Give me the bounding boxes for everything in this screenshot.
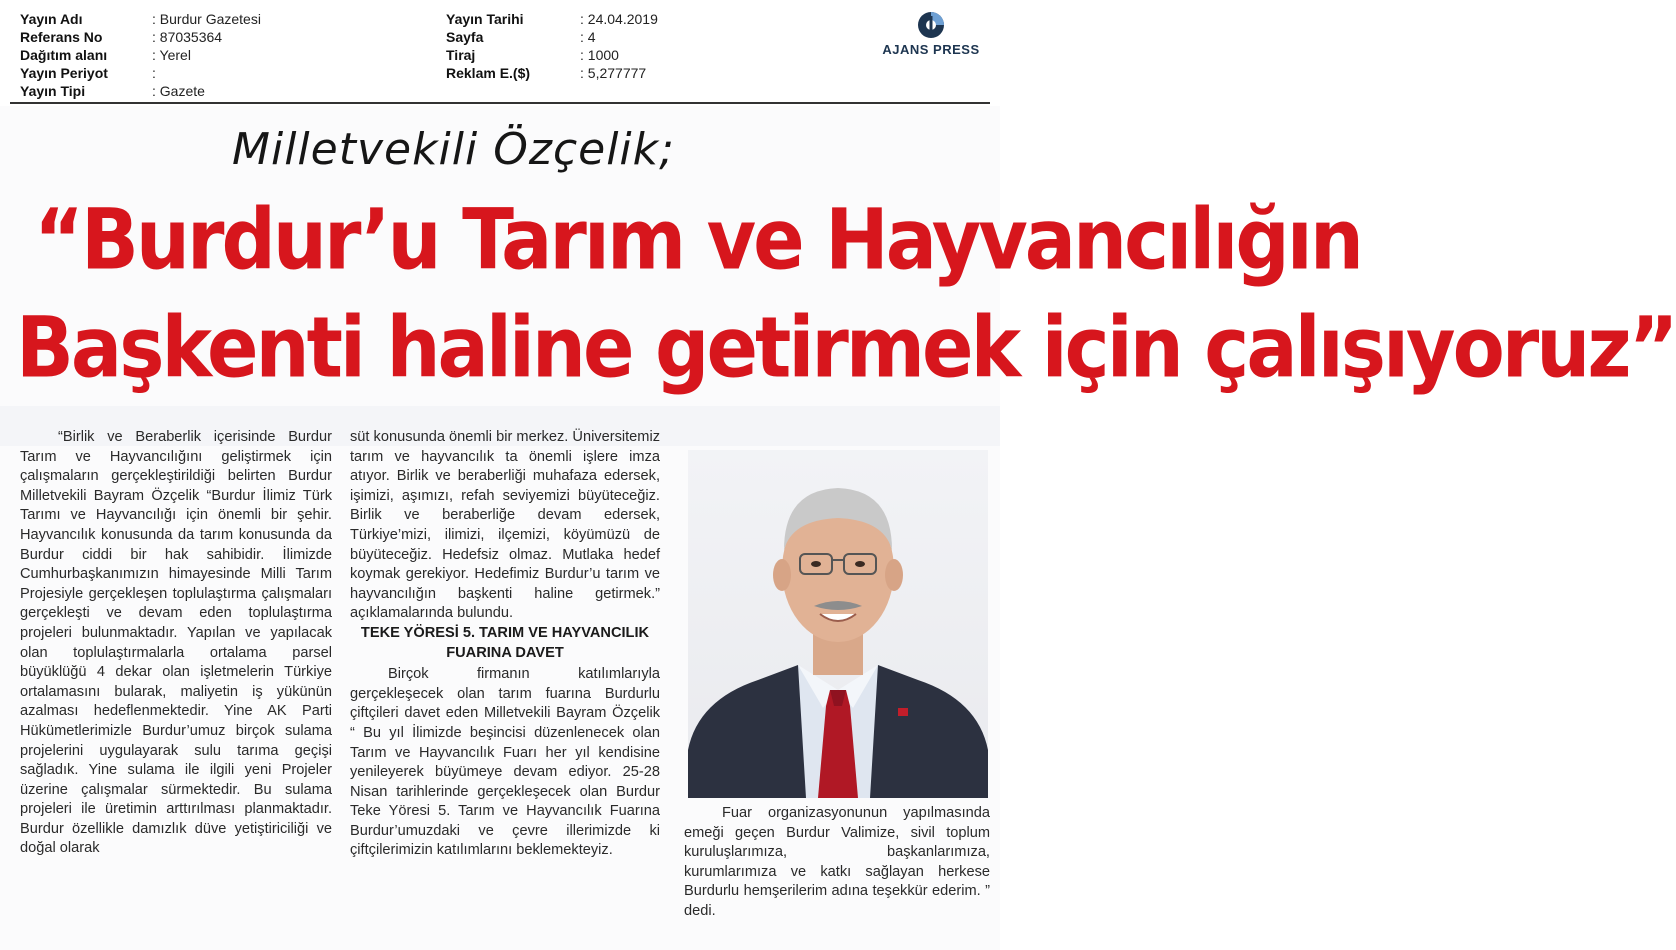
meta-row-distribution (20, 46, 261, 64)
column-2-paragraph-1: süt konusunda önemli bir merkez. Üniversitemiz tarım ve hayvancılık ta önemli işlere imza atıyor. Birlik ve beraberliği muhafaza edersek, işimizi, aşımızı, refah seviyemizi büyüteceğiz. Birlik ve beraberliğe devam edersek, Türkiye’mizi, ilimizi, ilçemizi, köyümüzü de büyüteceğiz. Hedefsiz olmaz. Mutlaka hedef koymak gerekiyor. Hedefimiz Burdur’u tarım ve hayvancılığın başkenti haline getirmek.” açıklamalarında bulundu. (350, 429, 660, 622)
article-headline (14, 186, 1676, 402)
headline-line-2: Başkenti haline getirmek için çalışıyoruz” (16, 298, 1676, 397)
header-divider (10, 102, 990, 104)
headline-line-1: “Burdur’u Tarım ve Hayvancılığın (34, 190, 1361, 289)
article-column-2 (350, 428, 660, 861)
ajans-press-logo (876, 10, 986, 57)
meta-label: Yayın Adı (20, 11, 83, 27)
meta-row-reference (20, 28, 261, 46)
meta-left-block (20, 10, 261, 100)
meta-label: Yayın Periyot (20, 65, 108, 81)
logo-icon (916, 10, 946, 40)
article-subheading: TEKE YÖRESİ 5. TARIM VE HAYVANCILIK FUARINA DAVET (360, 624, 650, 661)
logo-text: AJANS PRESS (882, 42, 980, 57)
meta-label: Referans No (20, 29, 103, 45)
column-3-paragraph: Fuar organizasyonunun yapılmasında emeği geçen Burdur Valimize, sivil toplum kuruluşlarımıza, başkanlarımıza, kurumlarımıza ve katkı sağlayan herkese Burdurlu hemşerilerim adına teşekkür ederim. ” dedi. (684, 805, 990, 919)
meta-label: Reklam E.($) (446, 65, 531, 81)
meta-value: : 24.04.2019 (580, 10, 658, 28)
portrait-photo (688, 450, 988, 798)
meta-label: Tiraj (446, 47, 476, 63)
meta-label: Dağıtım alanı (20, 47, 108, 63)
meta-label: Yayın Tarihi (446, 11, 524, 27)
meta-label: Sayfa (446, 29, 484, 45)
portrait-illustration (688, 450, 988, 798)
article-column-1 (20, 428, 332, 859)
meta-row-page (446, 28, 658, 46)
meta-value: : 4 (580, 28, 596, 46)
article-kicker: Milletvekili Özçelik; (232, 124, 675, 175)
meta-row-publication (20, 10, 261, 28)
meta-row-ad-equivalent (446, 64, 658, 82)
meta-row-circulation (446, 46, 658, 64)
meta-value: : Yerel (152, 46, 191, 64)
meta-label: Yayın Tipi (20, 83, 86, 99)
column-1-paragraph: “Birlik ve Beraberlik içerisinde Burdur Tarım ve Hayvancılığını geliştirmek için çalışmaların gerçekleştirildiği belirten Burdur Milletvekili Bayram Özçelik “Burdur İlimiz Türk Tarımı ve Hayvancılığı için önemli bir şehir. Hayvancılık konusunda da tarım konusunda da Burdur ciddi bir hak sahibidir. İlimizde Cumhurbaşkanımızın himayesinde Milli Tarım Projesiyle gerçekleşen toplulaştırma çalışmaları gerçekleşti ve devam eden toplulaştırma projeleri bulunmaktadır. Yapılan ve yapılacak olan toplulaştırmalarla ortalama parsel büyüklüğü 4 dekar olan işletmelerin Türkiye ortalamasını bularak, maliyetin iş yükünün azalması hedeflenmektedir. Yine AK Parti Hükümetlerimizle Burdur’umuz birçok sulama projelerini uygulayarak sulu tarıma geçişi sağladık. Yine sulama ile ilgili yeni Projeler üzerine çalışmalar sürmektedir. Bu sulama projeleri ile üretimin arttırılması planmaktadır. Burdur özellikle damızlık düve yetiştiriciliği ve doğal olarak (20, 429, 332, 857)
meta-right-block (446, 10, 658, 82)
meta-value: : 1000 (580, 46, 619, 64)
newspaper-clipping (0, 106, 1676, 950)
column-2-paragraph-2: Birçok firmanın katılımlarıyla gerçekleşecek olan tarım fuarına Burdurlu çiftçileri davet eden Milletvekili Bayram Özçelik “ Bu yıl İlimizde beşincisi düzenlenecek olan Tarım ve Hayvancılık Fuarı her yıl kendisine yenileyerek büyümeye devam ediyor. 25-28 Nisan tarihlerinde gerçekleşecek olan Burdur Teke Yöresi 5. Tarım ve Hayvancılık Fuarına Burdur’umuzdaki ve çevre illerimizde ki çiftçilerimizin katılımlarını beklemekteyiz. (350, 666, 660, 859)
meta-row-period (20, 64, 261, 82)
meta-value: : Gazete (152, 82, 205, 100)
meta-row-type (20, 82, 261, 100)
meta-row-date (446, 10, 658, 28)
meta-value: : Burdur Gazetesi (152, 10, 261, 28)
meta-value: : 87035364 (152, 28, 222, 46)
meta-value: : 5,277777 (580, 64, 646, 82)
meta-value (152, 64, 156, 82)
article-column-3 (684, 804, 990, 922)
